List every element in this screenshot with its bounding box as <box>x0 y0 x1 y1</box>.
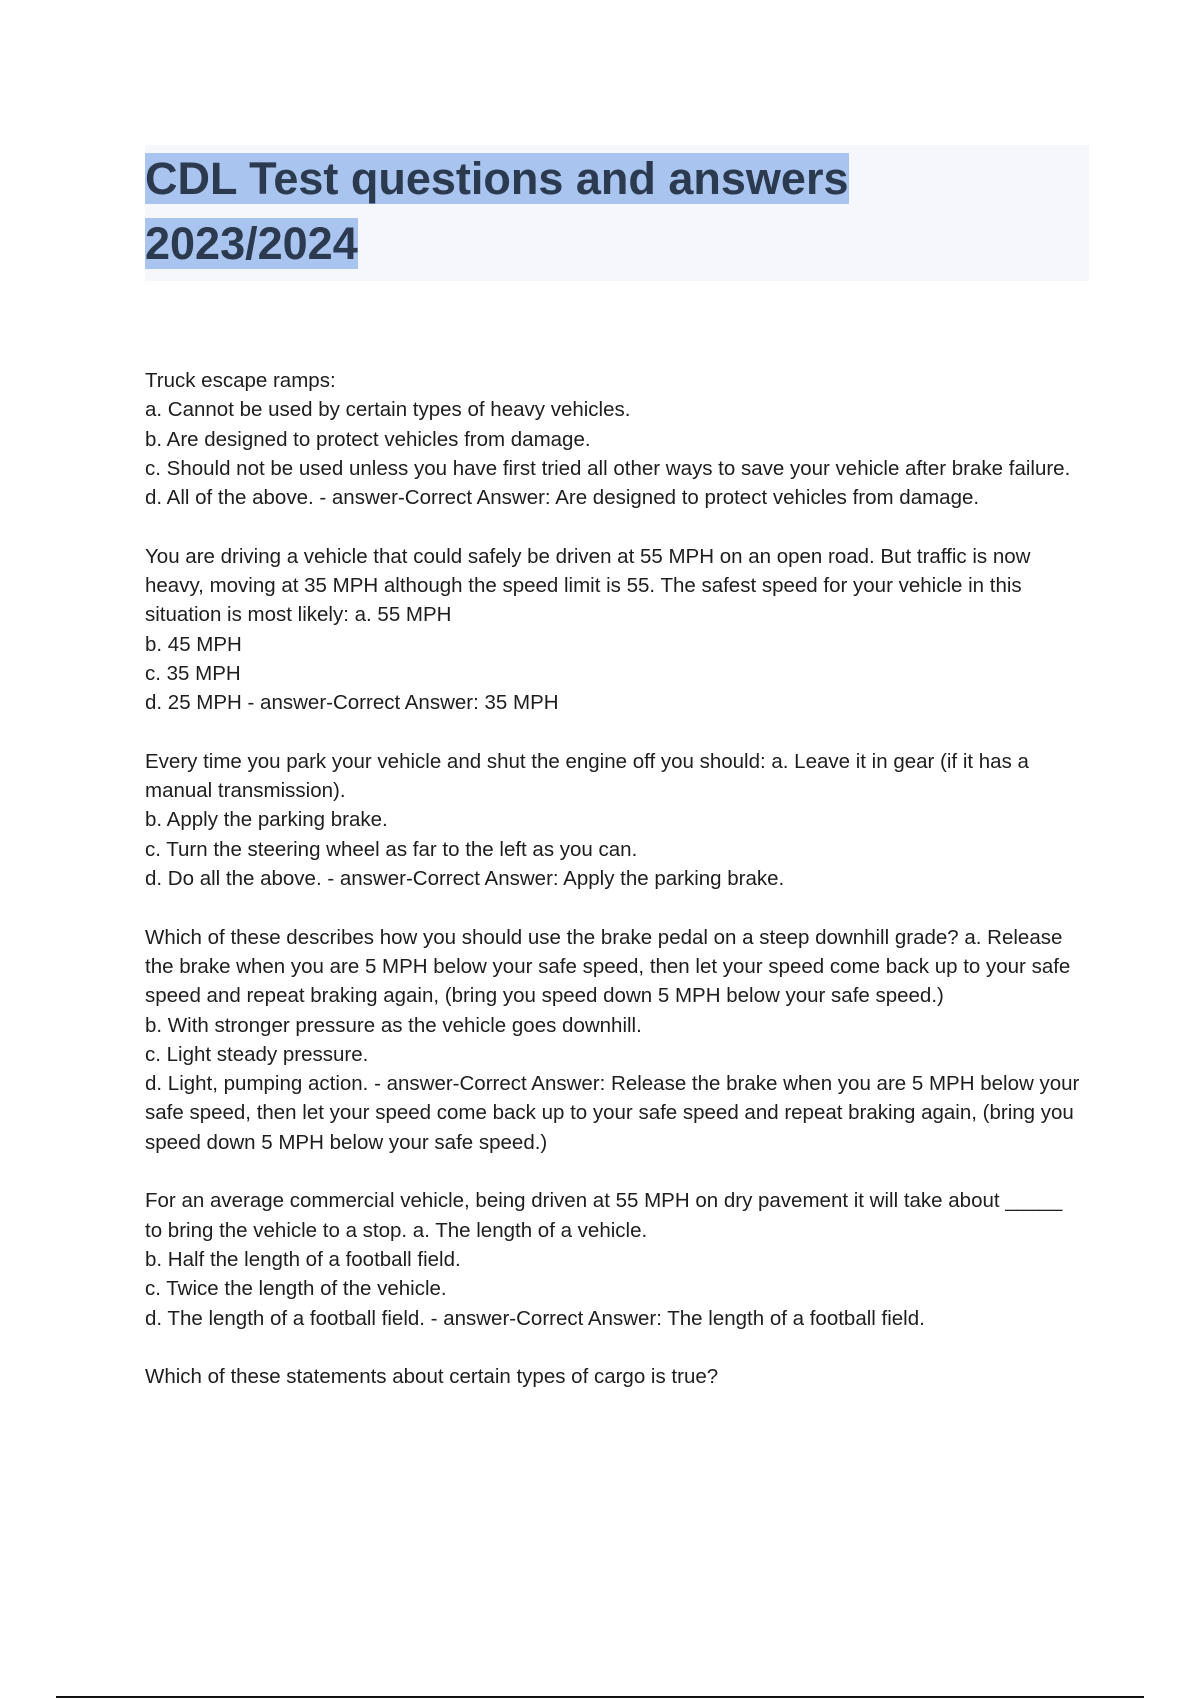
title-line-2: 2023/2024 <box>145 218 358 269</box>
answer-option-with-correct-answer: d. Light, pumping action. - answer-Correct Answer: Release the brake when you are 5 MPH below your safe speed, then let your speed come back up to your safe speed and repeat braking again, (bring you speed down 5 MPH below your safe speed.) <box>145 1072 1086 1154</box>
question-block <box>145 1186 1085 1332</box>
question-text: Every time you park your vehicle and shut the engine off you should: a. Leave it in gear (if it has a manual transmission). <box>145 749 1035 803</box>
question-block <box>145 747 1085 893</box>
question-list <box>145 366 1085 1421</box>
answer-option: b. Apply the parking brake. <box>145 808 388 832</box>
answer-option-with-correct-answer: d. 25 MPH - answer-Correct Answer: 35 MPH <box>145 691 559 715</box>
answer-option: c. Should not be used unless you have first tried all other ways to save your vehicle after brake failure. <box>145 456 1071 480</box>
document-title <box>145 146 1045 276</box>
title-line-1: CDL Test questions and answers <box>145 153 849 204</box>
question-block <box>145 1362 1085 1391</box>
answer-option: b. Are designed to protect vehicles from damage. <box>145 427 591 451</box>
question-text: Which of these statements about certain types of cargo is true? <box>145 1365 719 1389</box>
page-bottom-rule <box>56 1696 1144 1698</box>
answer-option: b. 45 MPH <box>145 632 242 656</box>
answer-option: c. Twice the length of the vehicle. <box>145 1277 447 1301</box>
question-text: You are driving a vehicle that could safely be driven at 55 MPH on an open road. But traffic is now heavy, moving at 35 MPH although the speed limit is 55. The safest speed for your vehicle in this situation is most likely: a. 55 MPH <box>145 544 1037 627</box>
answer-option: c. 35 MPH <box>145 661 241 685</box>
question-block <box>145 366 1085 512</box>
answer-option: b. With stronger pressure as the vehicle goes downhill. <box>145 1013 642 1037</box>
answer-option-with-correct-answer: d. Do all the above. - answer-Correct Answer: Apply the parking brake. <box>145 867 785 891</box>
question-text: Which of these describes how you should use the brake pedal on a steep downhill grade? a. Release the brake when you are 5 MPH below your safe speed, then let your speed come back up to your safe speed and repeat braking again, (bring you speed down 5 MPH below your safe speed.) <box>145 925 1077 1008</box>
question-block <box>145 923 1085 1157</box>
question-text: Truck escape ramps: <box>145 369 336 392</box>
answer-option: c. Light steady pressure. <box>145 1042 369 1066</box>
question-block <box>145 542 1085 718</box>
answer-option: b. Half the length of a football field. <box>145 1247 461 1271</box>
question-text: For an average commercial vehicle, being driven at 55 MPH on dry pavement it will take about _____ to bring the vehicle to a stop. a. The length of a vehicle. <box>145 1189 1068 1242</box>
answer-option-with-correct-answer: d. The length of a football field. - answer-Correct Answer: The length of a football field. <box>145 1306 925 1330</box>
answer-option: a. Cannot be used by certain types of heavy vehicles. <box>145 398 631 422</box>
answer-option-with-correct-answer: d. All of the above. - answer-Correct Answer: Are designed to protect vehicles from damage. <box>145 486 980 510</box>
answer-option: c. Turn the steering wheel as far to the left as you can. <box>145 837 638 861</box>
